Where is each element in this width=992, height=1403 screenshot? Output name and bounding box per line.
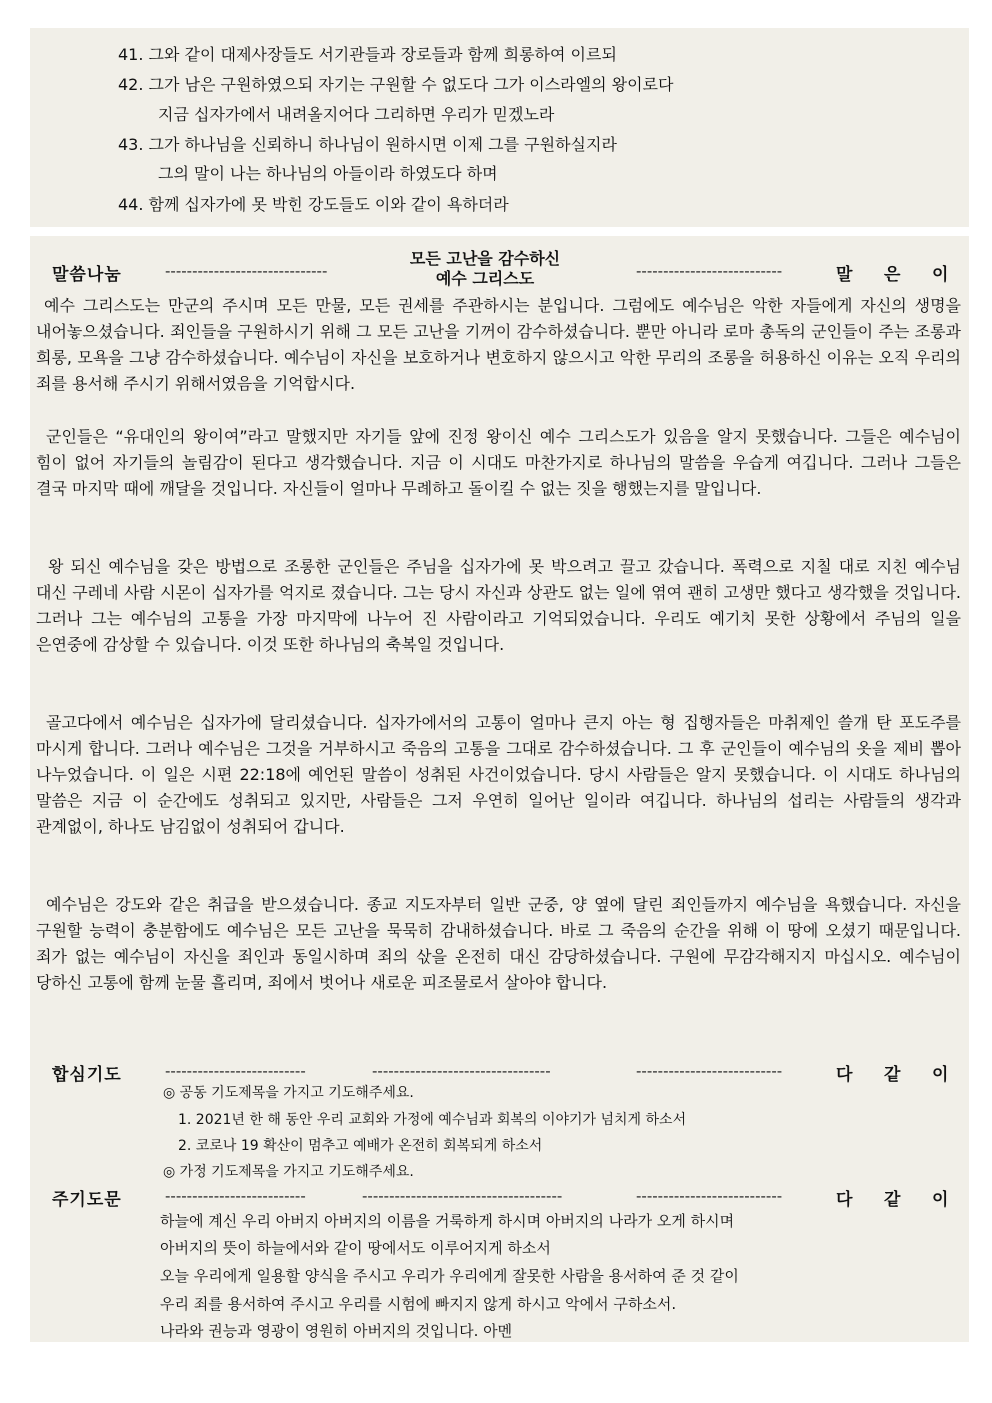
sermon-title-line2: 예수 그리스도 [435, 269, 535, 288]
divider: -------------------------- [165, 1062, 306, 1080]
verse-44: 44. 함께 십자가에 못 박힌 강도들도 이와 같이 욕하더라 [118, 195, 509, 214]
sermon-paragraph-5: 예수님은 강도와 같은 취급을 받으셨습니다. 종교 지도자부터 일반 군중, 양 옆에 달린 죄인들까지 예수님을 욕했습니다. 자신을 구원할 능력이 충분함에도 예수님은 모든 고난을 묵묵히 감내하셨습니다. 바로 그 죽음의 순간을 위해 이 땅에 오셨기 때문입니다. 죄가 없는 예수님이 자신을 죄인과 동일시하며 죄의 삯을 온전히 대신 감당하셨습니다. 구원에 무감각해지지 마십시오. 예수님이 당하신 고통에 함께 눈물 흘리며, 죄에서 벗어나 새로운 피조물로서 살아야 합니다. [36, 895, 961, 993]
sermon-paragraph-4: 골고다에서 예수님은 십자가에 달리셨습니다. 십자가에서의 고통이 얼마나 큰지 아는 형 집행자들은 마취제인 쓸개 탄 포도주를 마시게 합니다. 그러나 예수님은 그것을 거부하시고 죽음의 고통을 그대로 감수하셨습니다. 그 후 군인들이 예수님의 옷을 제비 뽑아 나누었습니다. 이 일은 시편 22:18에 예언된 말씀이 성취된 사건이었습니다. 당시 사람들은 알지 못했습니다. 이 시대도 하나님의 말씀은 지금 이 순간에도 성취되고 있지만, 사람들은 그저 우연히 일어난 일이라 여깁니다. 하나님의 섭리는 사람들의 생각과 관계없이, 하나도 남김없이 성취되어 갑니다. [36, 713, 961, 837]
prayer-item-2: 2. 코로나 19 확산이 멈추고 예배가 온전히 회복되게 하소서 [178, 1138, 543, 1154]
verse-41: 41. 그와 같이 대제사장들도 서기관들과 장로들과 함께 희롱하여 이르되 [118, 45, 617, 64]
divider: --------------------------- [636, 1187, 783, 1205]
divider: --------------------------------- [372, 1062, 551, 1080]
verse-42-cont: 지금 십자가에서 내려올지어다 그리하면 우리가 믿겠노라 [158, 105, 555, 124]
family-prayer-heading: ◎ 가정 기도제목을 가지고 기도해주세요. [163, 1164, 414, 1180]
lords-prayer-line: 하늘에 계신 우리 아버지 아버지의 이름을 거룩하게 하시며 아버지의 나라가 오게 하시며 [160, 1212, 735, 1230]
sermon-label: 말씀나눔 [52, 265, 122, 285]
lords-prayer-label: 주기도문 [52, 1190, 122, 1210]
lords-prayer-line: 나라와 권능과 영광이 영원히 아버지의 것입니다. 아멘 [160, 1322, 513, 1340]
sermon-paragraph-3: 왕 되신 예수님을 갖은 방법으로 조롱한 군인들은 주님을 십자가에 못 박으려고 끌고 갔습니다. 폭력으로 지칠 대로 지친 예수님 대신 구레네 사람 시몬이 십자가를 억지로 졌습니다. 그는 당시 자신과 상관도 없는 일에 엮여 괜히 고생만 했다고 생각했을 것입니다. 그러나 그는 예수님의 고통을 가장 마지막에 나누어 진 사람이라고 기억되었습니다. 우리도 예기치 못한 상황에서 주님의 일을 은연중에 감상할 수 있습니다. 이것 또한 하나님의 축복일 것입니다. [36, 557, 961, 655]
speaker: 말 은 이 [836, 265, 949, 285]
sermon-title [340, 249, 630, 289]
lords-prayer-who: 다 같 이 [836, 1190, 949, 1210]
divider: --------------------------- [636, 262, 783, 280]
prayer-who: 다 같 이 [836, 1065, 949, 1085]
verse-43-cont: 그의 말이 나는 하나님의 아들이라 하였도다 하며 [158, 164, 498, 183]
divider: -------------------------- [165, 1187, 306, 1205]
verse-42: 42. 그가 남은 구원하였으되 자기는 구원할 수 없도다 그가 이스라엘의 왕이로다 [118, 75, 674, 94]
sermon-paragraph-2: 군인들은 “유대인의 왕이여”라고 말했지만 자기들 앞에 진정 왕이신 예수 그리스도가 있음을 알지 못했습니다. 그들은 예수님이 힘이 없어 자기들의 놀림감이 된다고 생각했습니다. 지금 이 시대도 마찬가지로 하나님의 말씀을 우습게 여깁니다. 그러나 그들은 결국 마지막 때에 깨달을 것입니다. 자신들이 얼마나 무례하고 돌이킬 수 없는 짓을 행했는지를 말입니다. [36, 427, 961, 499]
lords-prayer-line: 아버지의 뜻이 하늘에서와 같이 땅에서도 이루어지게 하소서 [160, 1239, 551, 1257]
divider: ------------------------------ [165, 262, 328, 280]
lords-prayer-line: 오늘 우리에게 일용할 양식을 주시고 우리가 우리에게 잘못한 사람을 용서하여 준 것 같이 [160, 1267, 739, 1285]
sermon-paragraph-1: 예수 그리스도는 만군의 주시며 모든 만물, 모든 권세를 주관하시는 분입니다. 그럼에도 예수님은 악한 자들에게 자신의 생명을 내어놓으셨습니다. 죄인들을 구원하시기 위해 그 모든 고난을 기꺼이 감수하셨습니다. 뿐만 아니라 로마 총독의 군인들이 주는 조롱과 희롱, 모욕을 그냥 감수하셨습니다. 예수님이 자신을 보호하거나 변호하지 않으시고 악한 무리의 조롱을 허용하신 이유는 오직 우리의 죄를 용서해 주시기 위해서였음을 기억합시다. [36, 296, 961, 394]
divider: ------------------------------------- [362, 1187, 563, 1205]
lords-prayer-line: 우리 죄를 용서하여 주시고 우리를 시험에 빠지지 않게 하시고 악에서 구하소서. [160, 1295, 677, 1313]
sermon-title-line1: 모든 고난을 감수하신 [409, 249, 561, 268]
prayer-item-1: 1. 2021년 한 해 동안 우리 교회와 가정에 예수님과 회복의 이야기가 넘치게 하소서 [178, 1112, 687, 1128]
prayer-label: 합심기도 [52, 1065, 122, 1085]
verse-43: 43. 그가 하나님을 신뢰하니 하나님이 원하시면 이제 그를 구원하실지라 [118, 135, 617, 154]
common-prayer-heading: ◎ 공동 기도제목을 가지고 기도해주세요. [163, 1085, 414, 1101]
divider: --------------------------- [636, 1062, 783, 1080]
